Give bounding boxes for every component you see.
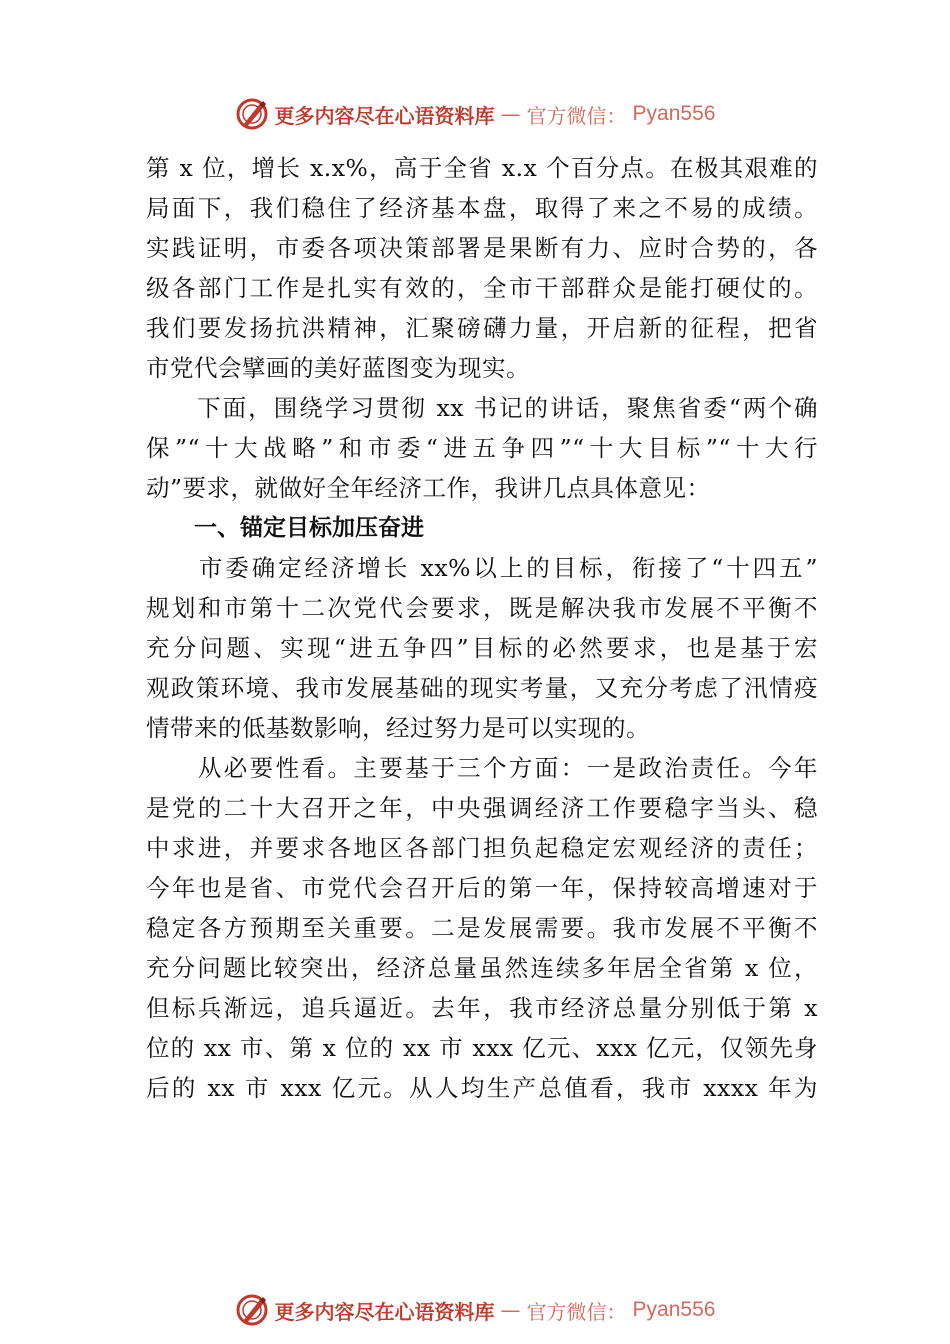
paragraph-line: 动”要求，就做好全年经济工作，我讲几点具体意见： xyxy=(146,474,711,502)
banner-brand-text: 更多内容尽在心语资料库 xyxy=(274,1299,495,1324)
banner-brand-text: 更多内容尽在心语资料库 xyxy=(274,103,495,128)
banner-official-label: 官方微信： xyxy=(526,103,627,128)
pen-seal-logo-icon xyxy=(235,1293,269,1327)
paragraph-line: 中求进，并要求各地区各部门担负起稳定宏观经济的责任； xyxy=(146,834,818,862)
paragraph-line: 局面下，我们稳住了经济基本盘，取得了来之不易的成绩。 xyxy=(146,194,818,222)
banner-wechat-id: Pyan556 xyxy=(632,1298,716,1321)
banner-dash: — xyxy=(500,1298,521,1322)
paragraph-line: 保”“十大战略”和市委“进五争四”“十大目标”“十大行 xyxy=(146,434,818,462)
paragraph-line: 后的 xx 市 xxx 亿元。从人均生产总值看，我市 xxxx 年为 xyxy=(146,1074,818,1102)
paragraph-line: 情带来的低基数影响，经过努力是可以实现的。 xyxy=(146,714,650,742)
paragraph-line: 下面，围绕学习贯彻 xx 书记的讲话，聚焦省委“两个确 xyxy=(146,394,818,422)
paragraph-line: 是党的二十大召开之年，中央强调经济工作要稳字当头、稳 xyxy=(146,794,818,822)
paragraph-line: 级各部门工作是扎实有效的，全市干部群众是能打硬仗的。 xyxy=(146,274,818,302)
banner-official-label: 官方微信： xyxy=(526,1299,627,1324)
paragraph-line: 市党代会擘画的美好蓝图变为现实。 xyxy=(146,354,530,382)
section-heading: 一、锚定目标加压奋进 xyxy=(194,515,424,541)
banner-dash: — xyxy=(500,102,521,126)
paragraph-line: 实践证明，市委各项决策部署是果断有力、应时合势的，各 xyxy=(146,234,818,262)
footer-banner[interactable] xyxy=(0,1290,950,1330)
paragraph-line: 观政策环境、我市发展基础的现实考量，又充分考虑了汛情疫 xyxy=(146,674,818,702)
pen-seal-logo-icon xyxy=(235,97,269,131)
paragraph-line: 今年也是省、市党代会召开后的第一年，保持较高增速对于 xyxy=(146,874,818,902)
document-body xyxy=(146,148,818,1108)
paragraph-line: 市委确定经济增长 xx%以上的目标，衔接了“十四五” xyxy=(146,554,818,582)
banner-wechat-id: Pyan556 xyxy=(632,102,716,125)
paragraph-line: 位的 xx 市、第 x 位的 xx 市 xxx 亿元、xxx 亿元，仅领先身 xyxy=(146,1034,818,1062)
header-banner[interactable] xyxy=(0,94,950,134)
paragraph-line: 第 x 位，增长 x.x%，高于全省 x.x 个百分点。在极其艰难的 xyxy=(146,154,818,182)
paragraph-line: 充分问题、实现“进五争四”目标的必然要求，也是基于宏 xyxy=(146,634,818,662)
paragraph-line: 充分问题比较突出，经济总量虽然连续多年居全省第 x 位， xyxy=(146,954,818,982)
paragraph-line: 我们要发扬抗洪精神，汇聚磅礴力量，开启新的征程，把省 xyxy=(146,314,818,342)
paragraph-line: 规划和市第十二次党代会要求，既是解决我市发展不平衡不 xyxy=(146,594,818,622)
paragraph-line: 从必要性看。主要基于三个方面：一是政治责任。今年 xyxy=(146,754,818,782)
paragraph-line: 稳定各方预期至关重要。二是发展需要。我市发展不平衡不 xyxy=(146,914,818,942)
paragraph-line: 但标兵渐远，追兵逼近。去年，我市经济总量分别低于第 x xyxy=(146,994,818,1022)
